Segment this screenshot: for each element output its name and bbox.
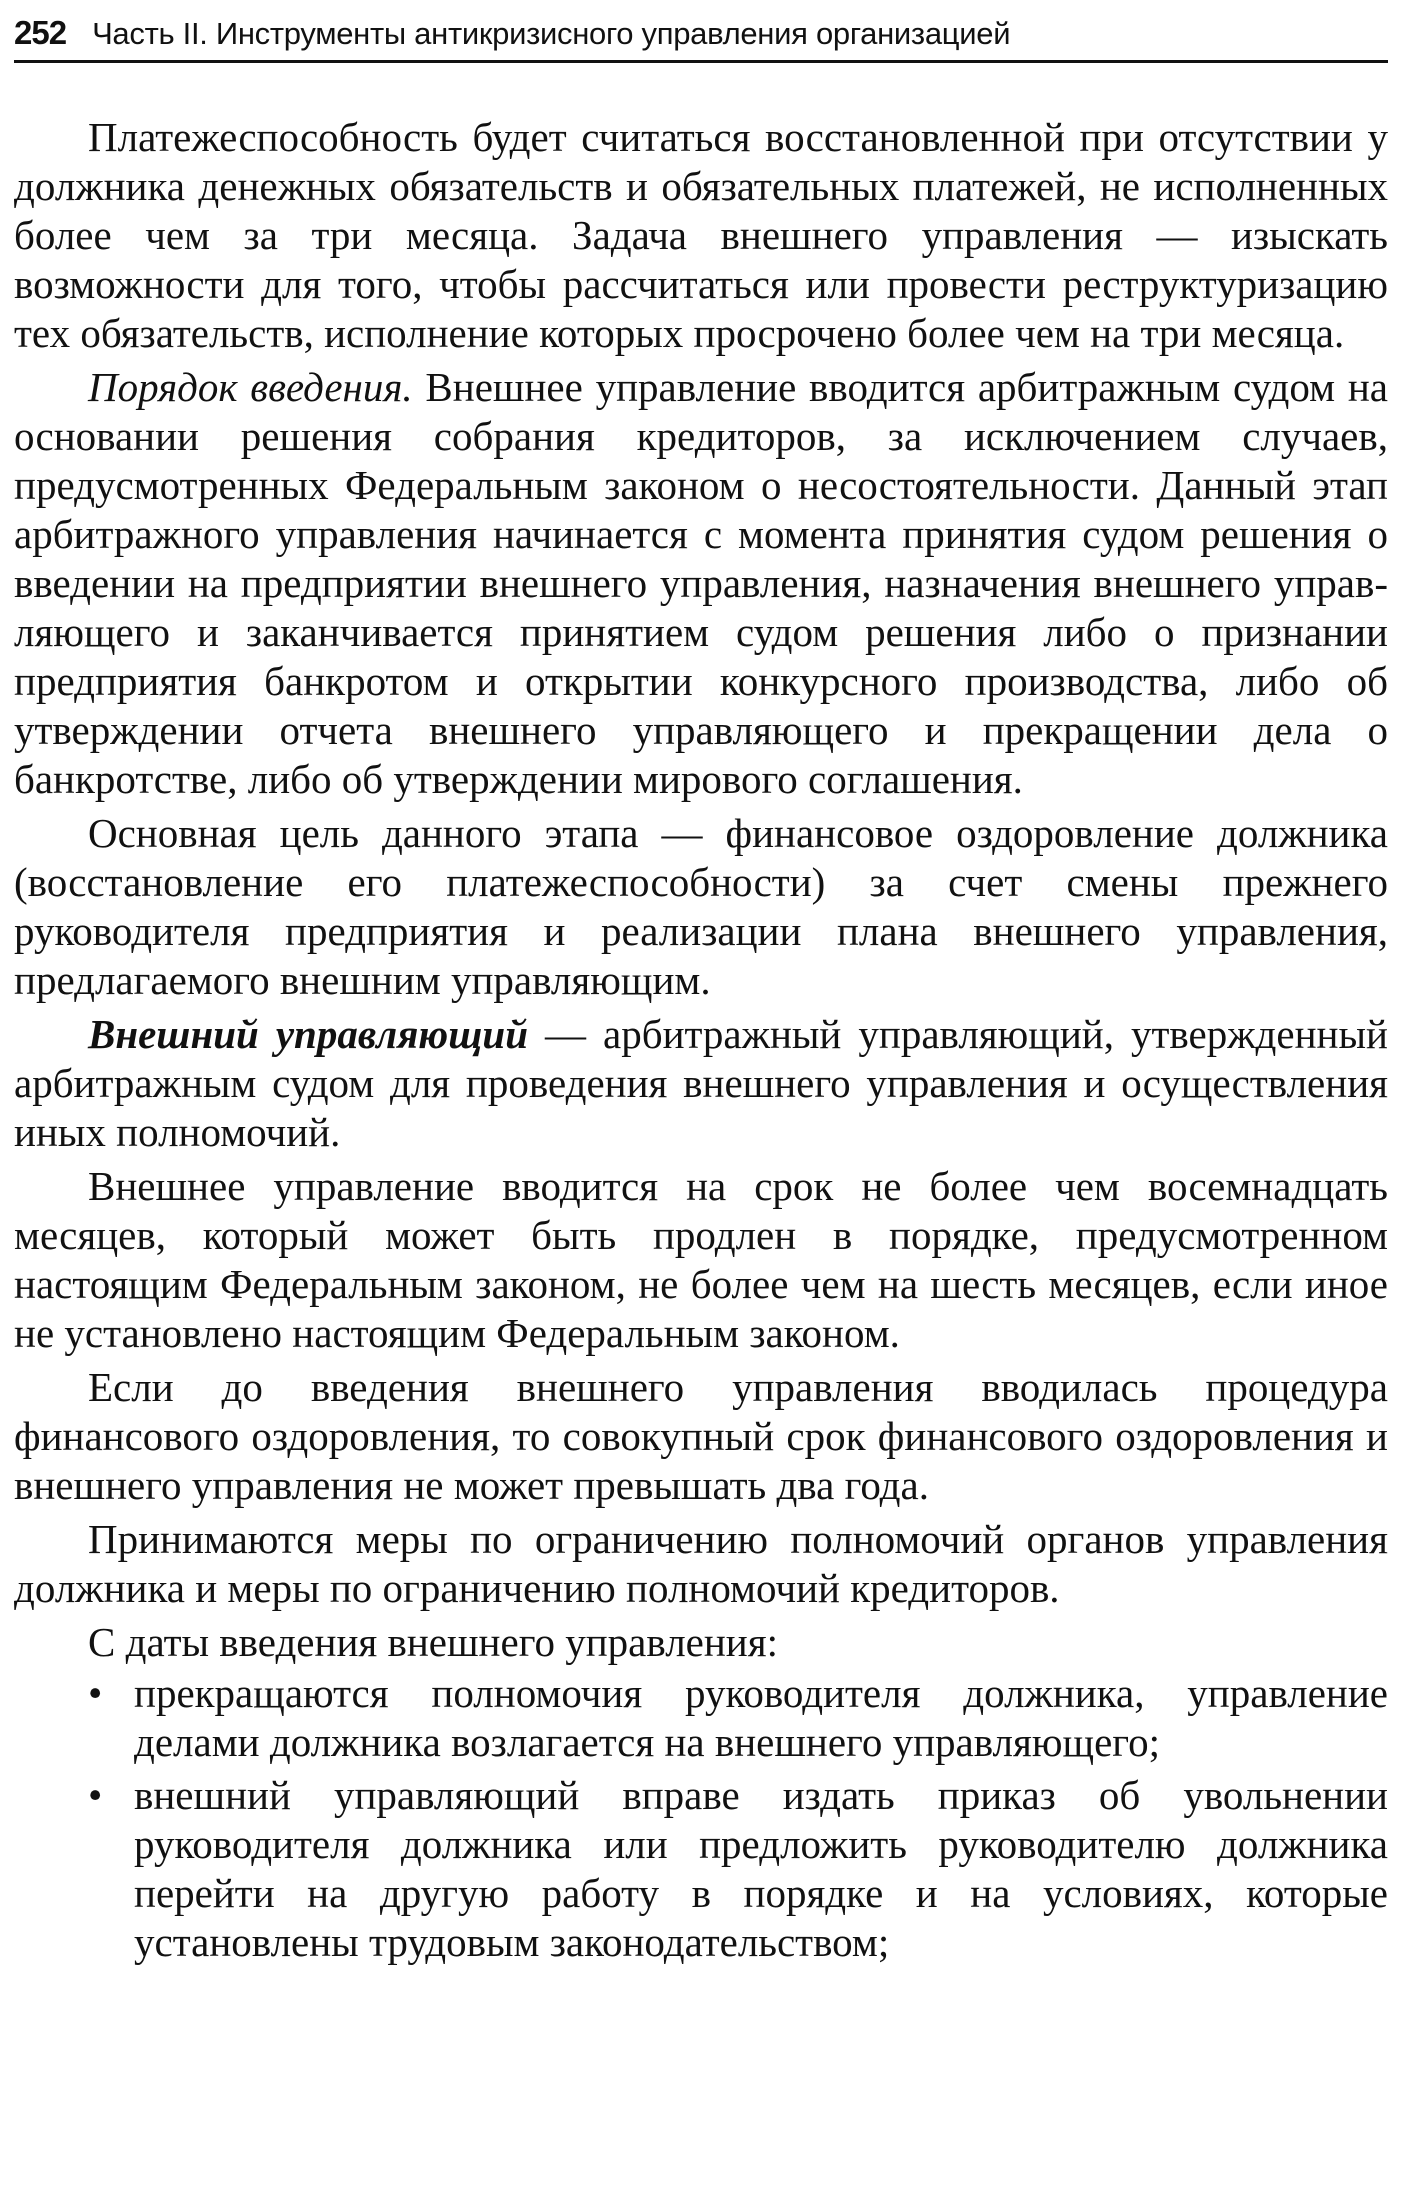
body-text <box>14 113 1388 1967</box>
book-page <box>14 14 1388 2180</box>
running-header <box>14 14 1388 63</box>
bullet-icon: • <box>88 1670 103 1716</box>
consequences-list <box>14 1669 1388 1967</box>
paragraph-duration: Внешнее управление вводится на срок не более чем восемнадцать месяцев, который может быть продлен в порядке, предусмотренном настоящим Федеральным законом, не более чем на шесть месяцев, если иное не установлено настоящим Федеральным законом. <box>14 1163 1388 1356</box>
paragraph-body: — арбитражный управляющий, утвержденный арбитражным судом для проведения внешнего управления и осуществления иных полномочий. <box>14 1011 1388 1155</box>
paragraph-list-intro: С даты введения внешнего управления: <box>88 1619 778 1665</box>
paragraph-main-goal: Основная цель данного этапа — финансовое оздоровление должника (восстановление его платежеспособности) за счет смены прежнего руководителя предприятия и реализации плана внешнего управления, предлагаемого внешним управляющим. <box>14 810 1388 1003</box>
list-item-text: внешний управляющий вправе издать приказ об увольнении руководителя должника или предложить руководителю должника перейти на другую работу в порядке и на условиях, которые установлены трудовым законодательством; <box>134 1772 1388 1965</box>
paragraph-total-term: Если до введения внешнего управления вводилась процедура финансового оздоровления, то совокупный срок финансового оздоровления и внешнего управления не может превышать два года. <box>14 1364 1388 1508</box>
paragraph-lead-in: Порядок введения. <box>88 364 413 410</box>
running-title: Часть II. Инструменты антикризисного управления организацией <box>92 16 1011 51</box>
bullet-icon: • <box>88 1772 103 1818</box>
list-item <box>14 1771 1388 1967</box>
list-item <box>14 1669 1388 1767</box>
paragraph-external-manager-definition <box>14 1010 1388 1157</box>
list-item-text: прекращаются полномочия руководителя должника, управление делами должника возлагается на внешнего управляющего; <box>134 1670 1388 1765</box>
page-number: 252 <box>14 14 67 51</box>
paragraph-body: Внешнее управление вводится арбитражным судом на основании решения собрания кредиторов, за исключением случаев, предусмотренных Федеральным законом о несостоятельности. Данный этап арбитражного управления начинается с момента принятия судом решения о введении на предприятии внешнего управления, назначения внешнего управляющего и заканчивается принятием судом решения либо о признании предприятия банкротом и открытии конкурсного производства, либо об утверждении отчета внешнего управляющего и прекращении дела о банкротстве, либо об утверждении мирового соглашения. <box>14 364 1388 802</box>
paragraph-restrictions: Принимаются меры по ограничению полномочий органов управления должника и меры по ограничению полномочий кредиторов. <box>14 1516 1388 1611</box>
paragraph-introduction-procedure <box>14 363 1388 804</box>
term-lead-in: Внешний управляющий <box>88 1011 528 1057</box>
paragraph-solvency-restored: Платежеспособность будет считаться восстановленной при отсутствии у должника денежных обязательств и обязательных платежей, не исполненных более чем за три месяца. Задача внешнего управления — изыскать возможности для того, чтобы рассчитаться или провести реструктуризацию тех обязательств, исполнение которых просрочено более чем на три месяца. <box>14 114 1388 356</box>
